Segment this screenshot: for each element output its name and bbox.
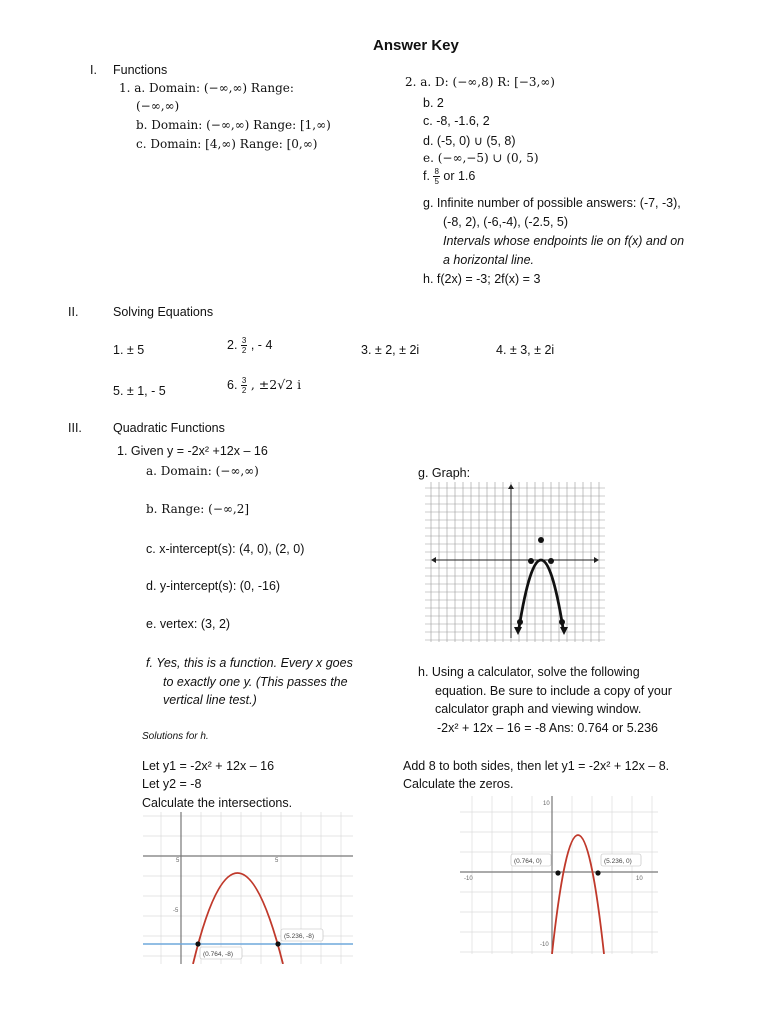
solution-2-rest: , - 4 (250, 337, 273, 352)
answer-2e: e. (−∞,−5) ∪ (0, 5) (423, 151, 539, 165)
answer-3f-line2: to exactly one y. (This passes the (163, 675, 348, 689)
answer-1a: 1. a. Domain: (−∞,∞) Range: (119, 81, 294, 95)
answer-2g-note2: a horizontal line. (443, 253, 535, 267)
fraction-den: 2 (241, 346, 247, 355)
right-line2: Calculate the zeros. (403, 777, 514, 791)
solutions-heading: Solutions for h. (142, 731, 209, 742)
answer-1b: b. Domain: (−∞,∞) Range: [1,∞) (136, 118, 331, 132)
answer-3e: e. vertex: (3, 2) (146, 617, 231, 631)
answer-3a: a. Domain: (−∞,∞) (146, 464, 259, 478)
section-heading: Quadratic Functions (113, 421, 225, 435)
solution-2 (227, 336, 272, 355)
part-h: h. Using a calculator, solve the following (418, 665, 640, 679)
parabola-curve (519, 560, 563, 628)
intersection-label: (0.764, -8) (203, 951, 233, 958)
parabola-y1 (552, 835, 604, 954)
intersection-point (275, 941, 280, 946)
solution-4: 4. ± 3, ± 2i (496, 343, 555, 357)
parabola-graph (425, 482, 605, 642)
y-axis-arrow (508, 484, 514, 489)
tick-label: 5 (176, 858, 180, 864)
answer-2g-line2: (-8, 2), (-6,-4), (-2.5, 5) (443, 215, 569, 229)
answer-1a-range: (−∞,∞) (136, 99, 180, 113)
zero-point (595, 870, 600, 875)
section-numeral: III. (68, 421, 82, 435)
fraction-den: 5 (434, 177, 439, 186)
x-axis-left-arrow (431, 557, 436, 563)
given-equation: 1. Given y = -2x² +12x – 16 (117, 444, 268, 458)
left-line1: Let y1 = -2x² + 12x – 16 (142, 759, 275, 773)
answer-3c: c. x-intercept(s): (4, 0), (2, 0) (146, 542, 305, 556)
tick-label: 5 (275, 858, 279, 864)
x-intercept-point (528, 558, 534, 564)
fraction-num: 3 (241, 336, 247, 345)
x-axis-right-arrow (594, 557, 599, 563)
part-h-line3: calculator graph and viewing window. (435, 702, 642, 716)
answer-2f-rest: or 1.6 (443, 168, 476, 183)
intersection-point (195, 941, 200, 946)
calculator-graph-zeros (460, 796, 658, 954)
answer-2g-note: Intervals whose endpoints lie on f(x) and on (443, 234, 685, 248)
tick-label: 10 (636, 876, 643, 882)
solution-6 (227, 376, 301, 395)
fraction-den: 2 (241, 386, 247, 395)
answer-2f (423, 167, 475, 186)
tick-label: -10 (464, 876, 473, 882)
answer-2h: h. f(2x) = -3; 2f(x) = 3 (423, 272, 541, 286)
calculator-graph-intersections (143, 812, 353, 964)
fraction (241, 336, 247, 355)
vertex-point (538, 537, 544, 543)
x-intercept-point (548, 558, 554, 564)
solution-1: 1. ± 5 (113, 343, 145, 357)
answer-2d: d. (-5, 0) ∪ (5, 8) (423, 134, 516, 148)
solution-3: 3. ± 2, ± 2i (361, 343, 420, 357)
solution-5: 5. ± 1, - 5 (113, 384, 166, 398)
curve-point (559, 619, 565, 625)
left-line3: Calculate the intersections. (142, 796, 293, 810)
intersection-label: (5.236, -8) (284, 933, 314, 940)
solution-6-rest: , ±2√2 i (250, 376, 302, 392)
tick-label: -10 (540, 942, 549, 948)
solution-2-label: 2. (227, 337, 238, 352)
answer-3f: f. Yes, this is a function. Every x goes (146, 656, 353, 670)
answer-2c: c. -8, -1.6, 2 (423, 114, 490, 128)
answer-2f-label: f. (423, 168, 430, 183)
answer-3b: b. Range: (−∞,2] (146, 502, 250, 516)
section-numeral: II. (68, 305, 79, 319)
tick-label: -5 (173, 908, 179, 914)
fraction (241, 376, 247, 395)
part-h-line2: equation. Be sure to include a copy of your (435, 684, 672, 698)
graph-grid (425, 482, 605, 642)
curve-arrow (514, 627, 522, 635)
zero-label: (5.236, 0) (604, 858, 632, 865)
fraction-num: 8 (434, 167, 439, 176)
answer-3f-line3: vertical line test.) (163, 693, 257, 707)
zero-label: (0.764, 0) (514, 858, 542, 865)
section-numeral: I. (90, 63, 97, 77)
answer-2g: g. Infinite number of possible answers: (-7, -3), (423, 196, 681, 210)
right-line1: Add 8 to both sides, then let y1 = -2x² + 12x – 8. (403, 759, 670, 773)
solution-6-label: 6. (227, 377, 238, 392)
section-heading: Solving Equations (113, 305, 214, 319)
section-heading: Functions (113, 63, 168, 77)
part-h-equation: -2x² + 12x – 16 = -8 Ans: 0.764 or 5.236 (437, 721, 658, 735)
curve-point (517, 619, 523, 625)
tick-label: 10 (543, 801, 550, 807)
zero-point (555, 870, 560, 875)
answer-3d: d. y-intercept(s): (0, -16) (146, 579, 281, 593)
graph-label: g. Graph: (418, 466, 471, 480)
fraction-num: 3 (241, 376, 247, 385)
answer-2b: b. 2 (423, 96, 444, 110)
page-title: Answer Key (373, 37, 459, 54)
answer-2a: 2. a. D: (−∞,8) R: [−3,∞) (405, 75, 555, 89)
fraction (433, 167, 439, 186)
left-line2: Let y2 = -8 (142, 777, 202, 791)
answer-1c: c. Domain: [4,∞) Range: [0,∞) (136, 137, 318, 151)
